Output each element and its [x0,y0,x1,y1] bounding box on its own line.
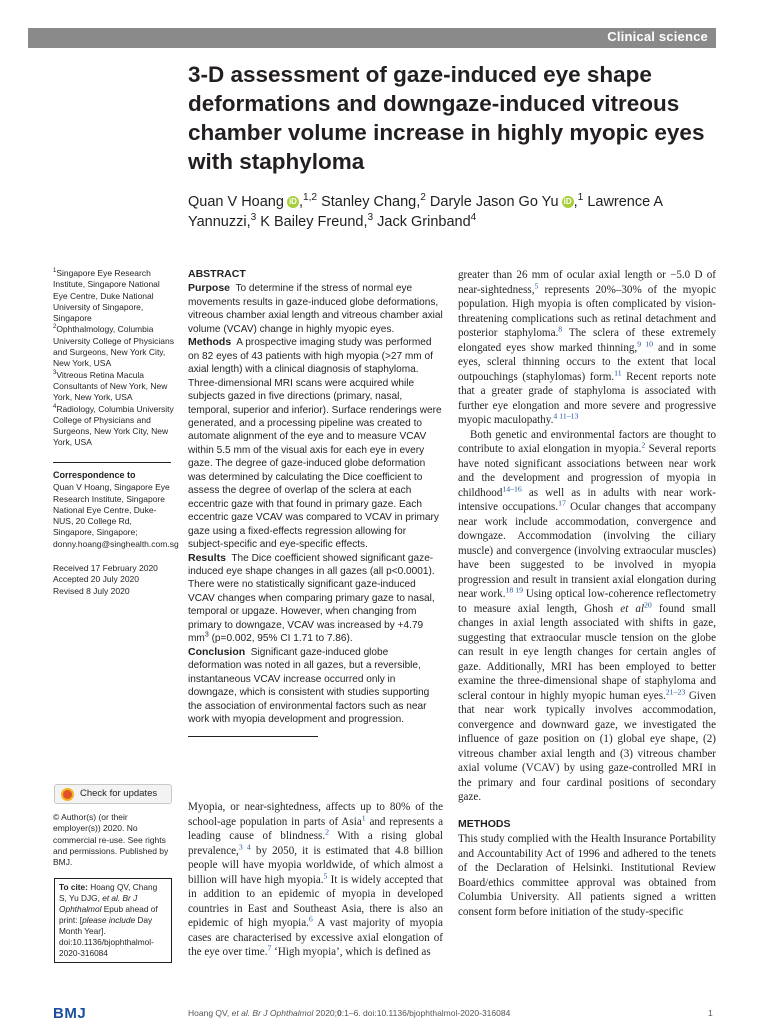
orcid-icon[interactable]: iD [288,197,297,207]
received-date: Received 17 February 2020 [53,563,158,573]
reference-link[interactable]: 5 [323,870,328,880]
section-label: Clinical science [607,29,708,44]
author-name[interactable]: K Bailey Freund, [260,214,368,230]
correspondence [53,470,179,550]
affiliation: $^1$Singapore Eye Research Institute, Singapore National Eye Centre, Duke National University of Singapore, Singapore [53,268,160,324]
reference-link[interactable]: 7 [267,943,272,953]
article-title: 3-D assessment of gaze-induced eye shape deformations and downgaze-induced vitreous chamber volume increase in highly myopic eyes with staphyloma [188,62,705,174]
bmj-logo[interactable]: BMJ [53,1005,87,1022]
author-name[interactable]: Stanley Chang, [321,194,421,210]
divider [188,736,318,737]
abstract-heading: ABSTRACT [188,268,246,280]
correspondence-heading: Correspondence to [53,470,136,480]
affiliation: $^2$Ophthalmology, Columbia University College of Physicians and Surgeons, New York City, New York, USA [53,324,174,369]
reference-link[interactable]: 17 [558,498,566,508]
author-name[interactable]: Daryle Jason Go Yu [429,194,559,210]
check-updates-label: Check for updates [80,788,158,799]
correspondence-body: Quan V Hoang, Singapore Eye Research Institute, Singapore National Eye Centre, Duke-NUS, 20 College Rd, Singapore, Singapore; donny.hoang@singhealth.com.sg [53,482,179,549]
reference-link[interactable]: 6 [308,914,313,924]
body-paragraph: Myopia, or near-sightedness, affects up to 80% of the school-age population in parts of Asia$^1$ and represents a leading cause of blindness.$^2$ With a rising global prevalence,$^{3 4}$ by 2050, it is estimated that 4.8 billion people will have myopia worldwide, of which almost a billion will have high myopia.$^5$ It is widely accepted that in addition to an epidemic of myopia in developed countries in East and Southeast Asia, there is also an epidemic of high myopia.$^6$ A vast majority of myopia cases are characterised by excessive axial elongation of the eye over time.$^7$ ‘High myopia’, which is defined as [188,801,444,958]
abstract-conclusion: Conclusion Significant gaze-induced globe deformation was noted in all gazes, but a reversible, instantaneous VCAV increase occurred only in downgaze, which is consistent with studies supporting the association of environmental factors such as near work with myopia development and progression. [188,645,430,725]
body-paragraph: This study complied with the Health Insurance Portability and Accountability Act of 1996 and adhered to the tenets of the Declaration of Helsinki. Institutional Review Board/ethics committee approval was obtained from Columbia University. All patients signed a written consent form before initiation of the study-specific [458,833,716,918]
check-updates-button[interactable] [54,784,172,804]
reference-link[interactable]: 14–16 [502,483,522,493]
section-bar [28,28,716,48]
affiliation: $^3$Vitreous Retina Macula Consultants of New York, New York, New York, USA [53,369,168,403]
affiliation: $^4$Radiology, Columbia University College of Physicians and Surgeons, New York City, New York, USA [53,403,174,448]
reference-link[interactable]: 11 [614,367,622,377]
section-heading-methods: METHODS [458,817,511,830]
author-name[interactable]: Jack Grinband [377,214,471,230]
reference-link[interactable]: 18 19 [505,585,523,595]
copyright-notice: © Author(s) (or their employer(s)) 2020. No commercial re-use. See rights and permissions. Published by BMJ. [53,812,169,868]
body-paragraph: Both genetic and environmental factors are thought to contribute to axial elongation in myopia.$^2$ Several reports have noted significant associations between near work and the development and progression of myopia in childhood$^{14-16}$ as well as in adults with near work-intensive occupations.$^{17}$ Ocular changes that accompany near work include accommodation, convergence and downgaze. Accommodation (involving the ciliary muscle) and convergence (involving extraocular muscles) have been suggested to be involved in myopia progression and result in transient axial elongation during near work.$^{18 19}$ Using optical low-coherence reflectometry to measure axial length, Ghosh et al$^{20}$ found small changes in axial length associated with shifts in gaze, suggesting that extraocular muscle tension on the globe can result in eye length changes for certain angles of gaze. Additionally, MRI has been employed to better examine the three-dimensional shape of staphyloma and scleral contour in highly myopic human eyes.$^{21-23}$ Given that near work typically involves accommodation, convergence and downward gaze, we investigated the influence of gaze position on (1) global eye shape, (2) vitreous chamber axial length and (3) vitreous chamber axial volume (VCAV) by using gaze-controlled MRI in the primary and four cardinal positions of secondary gaze. [458,428,717,803]
citation-box: To cite: Hoang QV, Chang S, Yu DJG, et al. Br J Ophthalmol Epub ahead of print: [please include Day Month Year]. doi:10.1136/bjophthalmol-2020-316084 [54,878,172,963]
crossmark-icon [61,788,74,801]
article-dates [53,563,175,597]
reference-link[interactable]: 20 [644,599,652,609]
reference-link[interactable]: 1 [361,812,366,822]
affiliations [53,268,175,449]
divider [53,462,171,463]
reference-link[interactable]: 21–23 [665,686,686,696]
introduction-text [188,800,443,960]
reference-link[interactable]: 8 [558,324,563,334]
reference-link[interactable]: 3 4 [238,841,251,851]
revised-date: Revised 8 July 2020 [53,585,130,596]
accepted-date: Accepted 20 July 2020 [53,574,140,585]
body-paragraph: greater than 26 mm of ocular axial length or −5.0 D of near-sightedness,$^5$ represents 20%–30% of the myopic population. High myopia is often complicated by vision-threatening complications such as retinal detachment and posterior staphyloma.$^8$ The sclera of these extremely elongated eyes show marked thinning,$^{9 10}$ and in some eyes, scleral thinning occurs to the extent that local outpouchings (staphylomas) form.$^{11}$ Recent reports note that a greater grade of staphyloma is associated with further eye elongation and more severe and progressive myopic maculopathy.$^{4 11-13}$ [458,269,716,426]
cite-label: To cite: [59,882,88,892]
author-list: Quan V Hoang iD ,$^{1,2}$ Stanley Chang,$^2$ Daryle Jason Go Yu iD ,$^1$ Lawrence A Yannuzzi,$^3$ K Bailey Freund,$^3$ Jack Grinband$^4$ [188,192,663,230]
footer-citation: Hoang QV, et al. Br J Ophthalmol 2020;0:1–6. doi:10.1136/bjophthalmol-2020-316084 [188,1008,511,1018]
author-name[interactable]: Quan V Hoang [188,194,284,210]
abstract [188,268,443,726]
orcid-icon[interactable]: iD [563,197,572,207]
reference-link[interactable]: 2 [325,827,329,837]
abstract-purpose: Purpose To determine if the stress of normal eye movements results in gaze-induced globe deformations, vitreous chamber axial length and vitreous chamber axial volume (VCAV) change in highly myopic eyes. [188,282,443,335]
reference-link[interactable]: 9 10 [637,338,653,348]
page-number: 1 [708,1008,713,1018]
abstract-results: Results The Dice coefficient showed significant gaze-induced eye shape changes in all gazes (all p<0.0001). There were no statistically significant gaze-induced VCAV changes when comparing primary gaze to nasal, temporal or upgaze. However, when changing from primary to downgaze, VCAV was increased by +4.79 $mm^3$ (p=0.002, 95% CI 1.71 to 7.86). [188,551,435,645]
body-column [458,268,716,919]
reference-link[interactable]: 4 11–13 [553,411,579,421]
reference-link[interactable]: 2 [641,440,646,450]
reference-link[interactable]: 5 [534,280,539,290]
abstract-methods: Methods A prospective imaging study was performed on 82 eyes of 43 patients with high myopia (>27 mm of axial length) with a clinical diagnosis of staphyloma. Three-dimensional MRI scans were acquired while subjects gazed in five directions (primary, nasal, temporal, superior and inferior). Surface renderings were generated, and a processing pipeline was created to automate alignment of the eye and to measure VCAV within 5.5 mm of the visual axis for each eye in every gaze. The degree of gaze-induced globe deformation was determined by calculating the Dice coefficient to assess the degree of overlap of the sclera at each eccentric gaze with that found in primary gaze. Each eccentric gaze VCAV was compared to VCAV in primary gaze using a fixed-effects regression allowing for subject-specific and eye-specific effects. [188,336,442,551]
author-name[interactable]: Lawrence A Yannuzzi, [188,194,663,230]
